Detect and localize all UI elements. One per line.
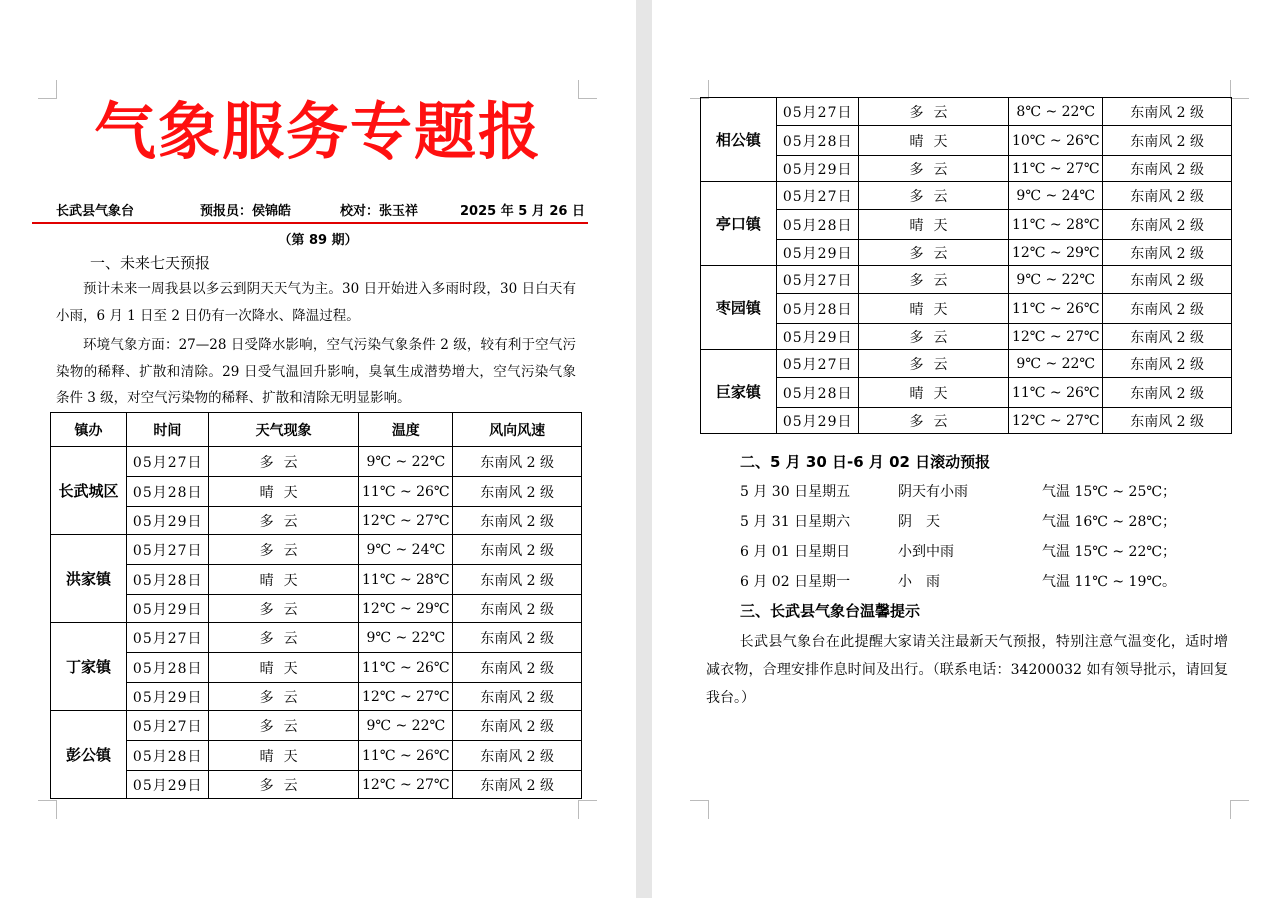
weather-cell: 多云 <box>858 324 1008 350</box>
rolling-day: 6 月 01 日星期日 <box>740 544 851 560</box>
issuing-org: 长武县气象台 <box>56 204 135 219</box>
date-cell: 05月27日 <box>776 182 858 210</box>
rolling-day: 5 月 30 日星期五 <box>740 484 851 500</box>
wind-cell: 东南风 2 级 <box>453 535 582 565</box>
table-row <box>701 210 1232 240</box>
temp-cell: 11℃ ~ 27℃ <box>1009 156 1103 182</box>
date-cell: 05月28日 <box>776 378 858 408</box>
temp-cell: 9℃ ~ 22℃ <box>359 711 453 741</box>
date-cell: 05月29日 <box>126 771 208 799</box>
weather-cell: 晴天 <box>208 653 358 683</box>
temp-cell: 9℃ ~ 24℃ <box>1009 182 1103 210</box>
weather-cell: 晴天 <box>858 210 1008 240</box>
table-row <box>51 653 582 683</box>
rolling-forecast-row <box>740 511 1220 535</box>
rolling-temp: 气温 16℃ ~ 28℃； <box>1042 514 1177 530</box>
weather-cell: 多云 <box>208 623 358 653</box>
temp-cell: 11℃ ~ 26℃ <box>359 653 453 683</box>
wind-cell: 东南风 2 级 <box>453 653 582 683</box>
table-row <box>51 477 582 507</box>
table-row <box>701 378 1232 408</box>
forecaster: 预报员：侯锦皓 <box>200 204 292 219</box>
table-row <box>701 294 1232 324</box>
table-row <box>51 535 582 565</box>
weather-table-right <box>700 97 1232 434</box>
town-name: 巨家镇 <box>701 350 777 434</box>
rolling-day: 5 月 31 日星期六 <box>740 514 851 530</box>
table-row <box>51 623 582 653</box>
date-cell: 05月29日 <box>126 595 208 623</box>
date-cell: 05月28日 <box>776 294 858 324</box>
table-row <box>701 240 1232 266</box>
table-row <box>51 683 582 711</box>
weather-table-left <box>50 412 582 799</box>
temp-cell: 12℃ ~ 27℃ <box>1009 408 1103 434</box>
date-cell: 05月28日 <box>776 126 858 156</box>
document-header-info <box>56 200 585 222</box>
temp-cell: 9℃ ~ 24℃ <box>359 535 453 565</box>
wind-cell: 东南风 2 级 <box>453 447 582 477</box>
date-cell: 05月27日 <box>776 98 858 126</box>
table-row <box>51 447 582 477</box>
town-name: 相公镇 <box>701 98 777 182</box>
table-row <box>701 324 1232 350</box>
weather-cell: 多云 <box>858 350 1008 378</box>
rolling-weather: 小到中雨 <box>898 544 954 560</box>
weather-cell: 晴天 <box>858 126 1008 156</box>
rolling-forecast-row <box>740 481 1220 505</box>
wind-cell: 东南风 2 级 <box>1103 294 1232 324</box>
wind-cell: 东南风 2 级 <box>1103 182 1232 210</box>
date-cell: 05月29日 <box>776 324 858 350</box>
document-page-right <box>652 0 1288 898</box>
weather-cell: 多云 <box>858 182 1008 210</box>
wind-cell: 东南风 2 级 <box>1103 126 1232 156</box>
table-row <box>51 711 582 741</box>
rolling-temp: 气温 15℃ ~ 22℃； <box>1042 544 1177 560</box>
issue-date: 2025 年 5 月 26 日 <box>460 204 585 219</box>
wind-cell: 东南风 2 级 <box>453 623 582 653</box>
date-cell: 05月29日 <box>776 156 858 182</box>
weather-cell: 晴天 <box>858 378 1008 408</box>
date-cell: 05月28日 <box>126 653 208 683</box>
table-row <box>51 595 582 623</box>
date-cell: 05月28日 <box>776 210 858 240</box>
town-name: 洪家镇 <box>51 535 127 623</box>
date-cell: 05月29日 <box>126 683 208 711</box>
wind-cell: 东南风 2 级 <box>453 565 582 595</box>
wind-cell: 东南风 2 级 <box>453 741 582 771</box>
temp-cell: 12℃ ~ 27℃ <box>359 771 453 799</box>
date-cell: 05月27日 <box>126 535 208 565</box>
temp-cell: 11℃ ~ 26℃ <box>359 741 453 771</box>
temp-cell: 11℃ ~ 28℃ <box>1009 210 1103 240</box>
table-row <box>51 771 582 799</box>
town-name: 丁家镇 <box>51 623 127 711</box>
wind-cell: 东南风 2 级 <box>1103 378 1232 408</box>
temp-cell: 11℃ ~ 26℃ <box>359 477 453 507</box>
temp-cell: 12℃ ~ 27℃ <box>359 507 453 535</box>
temp-cell: 9℃ ~ 22℃ <box>359 447 453 477</box>
section-2-title: 二、5 月 30 日-6 月 02 日滚动预报 <box>740 453 991 471</box>
page-corner-mark <box>578 800 597 819</box>
section-3-title: 三、长武县气象台温馨提示 <box>740 602 921 620</box>
wind-cell: 东南风 2 级 <box>1103 98 1232 126</box>
date-cell: 05月28日 <box>126 741 208 771</box>
wind-cell: 东南风 2 级 <box>1103 324 1232 350</box>
table-row <box>701 182 1232 210</box>
date-cell: 05月27日 <box>776 350 858 378</box>
weather-cell: 多云 <box>858 156 1008 182</box>
wind-cell: 东南风 2 级 <box>1103 210 1232 240</box>
date-cell: 05月29日 <box>776 408 858 434</box>
weather-cell: 多云 <box>208 683 358 711</box>
weather-cell: 多云 <box>858 408 1008 434</box>
temp-cell: 10℃ ~ 26℃ <box>1009 126 1103 156</box>
rolling-forecast-row <box>740 541 1220 565</box>
document-title: 气象服务专题报 <box>93 95 542 168</box>
weather-cell: 多云 <box>208 711 358 741</box>
table-row <box>51 741 582 771</box>
date-cell: 05月27日 <box>776 266 858 294</box>
town-name: 长武城区 <box>51 447 127 535</box>
temp-cell: 11℃ ~ 26℃ <box>1009 378 1103 408</box>
weather-cell: 多云 <box>208 507 358 535</box>
temp-cell: 12℃ ~ 27℃ <box>359 683 453 711</box>
temp-cell: 12℃ ~ 29℃ <box>359 595 453 623</box>
rolling-temp: 气温 15℃ ~ 25℃； <box>1042 484 1177 500</box>
environment-paragraph: 环境气象方面：27—28 日受降水影响，空气污染气象条件 2 级，较有利于空气污染物的稀释、扩散和清除。29 日受气温回升影响，臭氧生成潜势增大，空气污染气象条件 3 级，对空气污染物的稀释、扩散和清除无明显影响。 <box>56 337 576 406</box>
weather-cell: 多云 <box>208 771 358 799</box>
date-cell: 05月28日 <box>126 477 208 507</box>
page-corner-mark <box>1230 800 1249 819</box>
temp-cell: 9℃ ~ 22℃ <box>1009 350 1103 378</box>
temp-cell: 12℃ ~ 27℃ <box>1009 324 1103 350</box>
tips-paragraph: 长武县气象台在此提醒大家请关注最新天气预报，特别注意气温变化，适时增减衣物，合理安排作息时间及出行。（联系电话：34200032 如有领导批示，请回复我台。） <box>706 634 1228 706</box>
proofreader: 校对：张玉祥 <box>340 204 419 219</box>
wind-cell: 东南风 2 级 <box>453 711 582 741</box>
wind-cell: 东南风 2 级 <box>1103 266 1232 294</box>
table-row <box>701 156 1232 182</box>
rolling-weather: 小 雨 <box>898 574 940 590</box>
header-temp: 温度 <box>359 413 453 447</box>
town-name: 亭口镇 <box>701 182 777 266</box>
date-cell: 05月27日 <box>126 623 208 653</box>
page-corner-mark <box>38 800 57 819</box>
forecast-paragraph: 预计未来一周我县以多云到阴天天气为主。30 日开始进入多雨时段，30 日白天有小雨，6 月 1 日至 2 日仍有一次降水、降温过程。 <box>56 281 576 324</box>
page-corner-mark <box>690 800 709 819</box>
wind-cell: 东南风 2 级 <box>453 477 582 507</box>
wind-cell: 东南风 2 级 <box>453 507 582 535</box>
table-row <box>701 266 1232 294</box>
rolling-forecast-row <box>740 571 1220 595</box>
header-wind: 风向风速 <box>453 413 582 447</box>
weather-cell: 多云 <box>208 447 358 477</box>
table-row <box>51 565 582 595</box>
date-cell: 05月27日 <box>126 447 208 477</box>
header-weather: 天气现象 <box>208 413 358 447</box>
weather-cell: 晴天 <box>208 477 358 507</box>
rolling-weather: 阴天有小雨 <box>898 484 968 500</box>
weather-cell: 多云 <box>208 595 358 623</box>
page-corner-mark <box>1230 80 1249 99</box>
header-town: 镇办 <box>51 413 127 447</box>
temp-cell: 9℃ ~ 22℃ <box>359 623 453 653</box>
rolling-day: 6 月 02 日星期一 <box>740 574 851 590</box>
weather-cell: 晴天 <box>208 565 358 595</box>
section-1-title: 一、未来七天预报 <box>90 254 211 272</box>
town-name: 彭公镇 <box>51 711 127 799</box>
table-header-row <box>51 413 582 447</box>
table-row <box>701 350 1232 378</box>
weather-cell: 多云 <box>208 535 358 565</box>
table-row <box>701 126 1232 156</box>
date-cell: 05月28日 <box>126 565 208 595</box>
wind-cell: 东南风 2 级 <box>1103 408 1232 434</box>
temp-cell: 12℃ ~ 29℃ <box>1009 240 1103 266</box>
weather-cell: 多云 <box>858 240 1008 266</box>
rolling-weather: 阴 天 <box>898 514 940 530</box>
wind-cell: 东南风 2 级 <box>1103 240 1232 266</box>
table-row <box>51 507 582 535</box>
weather-cell: 多云 <box>858 266 1008 294</box>
table-row <box>701 408 1232 434</box>
table-row <box>701 98 1232 126</box>
wind-cell: 东南风 2 级 <box>453 595 582 623</box>
weather-cell: 晴天 <box>208 741 358 771</box>
wind-cell: 东南风 2 级 <box>453 683 582 711</box>
temp-cell: 8℃ ~ 22℃ <box>1009 98 1103 126</box>
weather-cell: 晴天 <box>858 294 1008 324</box>
wind-cell: 东南风 2 级 <box>1103 350 1232 378</box>
date-cell: 05月27日 <box>126 711 208 741</box>
wind-cell: 东南风 2 级 <box>453 771 582 799</box>
issue-number: （第 89 期） <box>278 233 358 248</box>
temp-cell: 11℃ ~ 26℃ <box>1009 294 1103 324</box>
date-cell: 05月29日 <box>126 507 208 535</box>
document-page-left <box>0 0 636 898</box>
date-cell: 05月29日 <box>776 240 858 266</box>
header-date: 时间 <box>126 413 208 447</box>
wind-cell: 东南风 2 级 <box>1103 156 1232 182</box>
weather-cell: 多云 <box>858 98 1008 126</box>
temp-cell: 11℃ ~ 28℃ <box>359 565 453 595</box>
rolling-temp: 气温 11℃ ~ 19℃。 <box>1042 574 1177 590</box>
temp-cell: 9℃ ~ 22℃ <box>1009 266 1103 294</box>
header-divider <box>32 222 588 224</box>
town-name: 枣园镇 <box>701 266 777 350</box>
